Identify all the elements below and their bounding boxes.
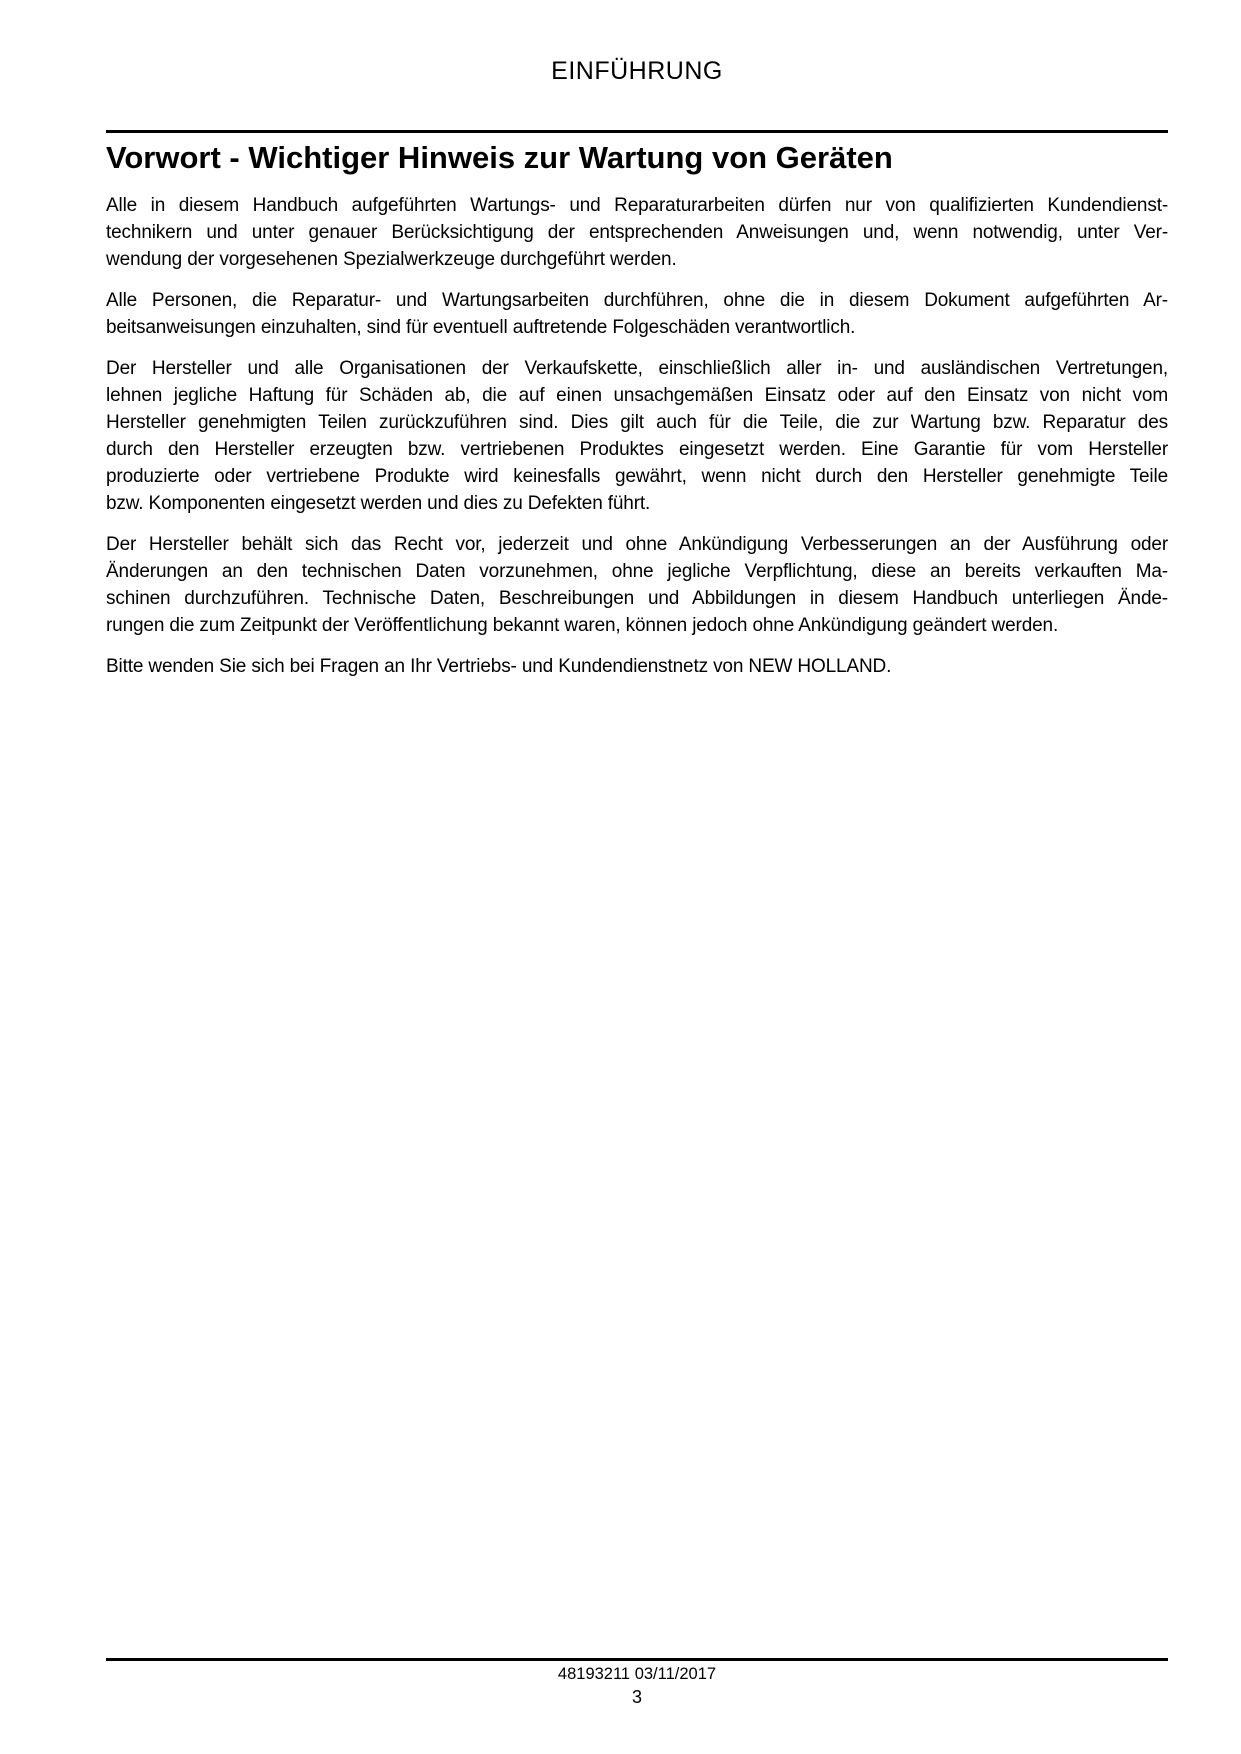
- paragraph: [106, 531, 1168, 639]
- text-line: technikern und unter genauer Berücksichtigung der entsprechenden Anweisungen und, wenn notwendig, unter Ver-: [106, 222, 1168, 243]
- text-line: Der Hersteller behält sich das Recht vor, jederzeit und ohne Ankündigung Verbesserungen an der Ausführung oder: [106, 534, 1168, 555]
- text-line: produzierte oder vertriebene Produkte wird keinesfalls gewährt, wenn nicht durch den Hersteller genehmigte Teile: [106, 466, 1168, 487]
- paragraphs: [106, 192, 1168, 680]
- text-line: Alle Personen, die Reparatur- und Wartungsarbeiten durchführen, ohne die in diesem Dokument aufgeführten Ar-: [106, 290, 1168, 311]
- text-line: Änderungen an den technischen Daten vorzunehmen, ohne jegliche Verpflichtung, diese an bereits verkauften Ma-: [106, 561, 1168, 582]
- header-divider: [106, 130, 1168, 133]
- text-line: beitsanweisungen einzuhalten, sind für eventuell auftretende Folgeschäden verantwortlich.: [106, 317, 856, 338]
- article: [106, 139, 1168, 694]
- text-line: Bitte wenden Sie sich bei Fragen an Ihr Vertriebs- und Kundendienstnetz von NEW HOLLAND.: [106, 656, 892, 677]
- footer-page-number: 3: [631, 1687, 642, 1707]
- page-title: Vorwort - Wichtiger Hinweis zur Wartung von Geräten: [106, 140, 893, 175]
- text-line: Alle in diesem Handbuch aufgeführten Wartungs- und Reparaturarbeiten dürfen nur von qualifizierten Kundendienst-: [106, 195, 1168, 216]
- text-line: durch den Hersteller erzeugten bzw. vertriebenen Produktes eingesetzt werden. Eine Garantie für vom Hersteller: [106, 439, 1168, 460]
- text-line: rungen die zum Zeitpunkt der Veröffentlichung bekannt waren, können jedoch ohne Ankündigung geändert werden.: [106, 615, 1059, 636]
- footer-divider: [106, 1658, 1168, 1661]
- paragraph: [106, 192, 1168, 273]
- page-content: [106, 0, 1168, 1754]
- paragraph: [106, 287, 1168, 341]
- footer-doc-number: 48193211 03/11/2017: [557, 1665, 717, 1683]
- running-header: EINFÜHRUNG: [551, 57, 723, 85]
- paragraph: [106, 653, 1168, 680]
- text-line: schinen durchzuführen. Technische Daten, Beschreibungen und Abbildungen in diesem Handbuch unterliegen Ände-: [106, 588, 1168, 609]
- text-line: bzw. Komponenten eingesetzt werden und dies zu Defekten führt.: [106, 493, 651, 514]
- text-line: Der Hersteller und alle Organisationen der Verkaufskette, einschließlich aller in- und ausländischen Vertretungen,: [106, 358, 1168, 379]
- text-line: lehnen jegliche Haftung für Schäden ab, die auf einen unsachgemäßen Einsatz oder auf den Einsatz von nicht vom: [106, 385, 1168, 406]
- text-line: wendung der vorgesehenen Spezialwerkzeuge durchgeführt werden.: [106, 249, 677, 270]
- paragraph: [106, 355, 1168, 517]
- text-line: Hersteller genehmigten Teilen zurückzuführen sind. Dies gilt auch für die Teile, die zur Wartung bzw. Reparatur des: [106, 412, 1168, 433]
